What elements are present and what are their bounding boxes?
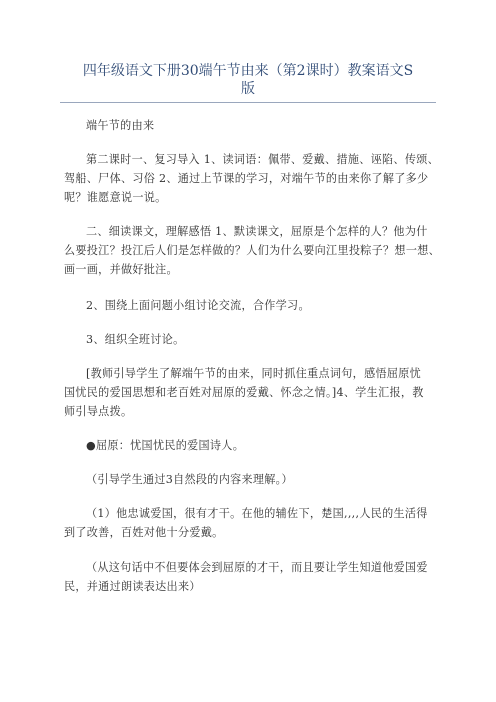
text-line: 到了改善，百姓对他十分爱戴。 xyxy=(64,526,224,539)
text-line: （从这句话中不但要体会到屈原的才干，而且要让学生知道他爱国爱 xyxy=(86,561,428,574)
paragraph xyxy=(64,558,436,596)
text-line: 民，并通过朗读表达出来） xyxy=(64,580,201,593)
paragraph xyxy=(64,436,436,455)
title-line: 四年级语文下册30端午节由来（第2课时）教案语文S xyxy=(82,63,414,79)
paragraph-heading xyxy=(64,116,436,135)
text-line: [教师引导学生了解端午节的由来，同时抓住重点词句，感悟屈原忧 xyxy=(86,367,422,380)
paragraph xyxy=(64,364,436,421)
text-line: 2、围绕上面问题小组讨论交流，合作学习。 xyxy=(86,299,310,312)
text-line: 国忧民的爱国思想和老百姓对屈原的爱戴、怀念之情。]4、学生汇报，教 xyxy=(64,386,424,399)
paragraph xyxy=(64,504,436,542)
paragraph xyxy=(64,470,436,489)
document-title xyxy=(52,62,444,98)
title-line: 版 xyxy=(241,81,255,97)
text-line: ●屈原：忧国忧民的爱国诗人。 xyxy=(86,439,245,452)
paragraph xyxy=(64,222,440,279)
text-line: 么要投江？投江后人们是怎样做的？人们为什么要向江里投粽子？想一想、 xyxy=(64,244,440,257)
text-line: 二、细读课文，理解感悟 1、默读课文，屈原是个怎样的人？他为什 xyxy=(86,225,428,238)
text-line: 呢？谁愿意说一说。 xyxy=(64,191,167,204)
text-line: 第二课时一、复习导入 1、读词语：佩带、爱戴、措施、诬陷、传颂、 xyxy=(86,153,439,166)
paragraph xyxy=(64,296,436,315)
paragraph xyxy=(64,150,439,207)
title-divider xyxy=(60,102,436,103)
text-line: 3、组织全班讨论。 xyxy=(86,333,185,346)
text-line: 师引导点拨。 xyxy=(64,405,133,418)
text-line: 驾船、尸体、习俗 2、通过上节课的学习，对端午节的由来你了解了多少 xyxy=(64,172,429,185)
paragraph xyxy=(64,330,436,349)
text-line: （引导学生通过3自然段的内容来理解。） xyxy=(86,473,293,486)
text-line: 端午节的由来 xyxy=(86,119,155,132)
text-line: 画一画，并做好批注。 xyxy=(64,263,178,276)
text-line: （1）他忠诚爱国，很有才干。在他的辅佐下，楚国,,,,人民的生活得 xyxy=(86,507,428,520)
